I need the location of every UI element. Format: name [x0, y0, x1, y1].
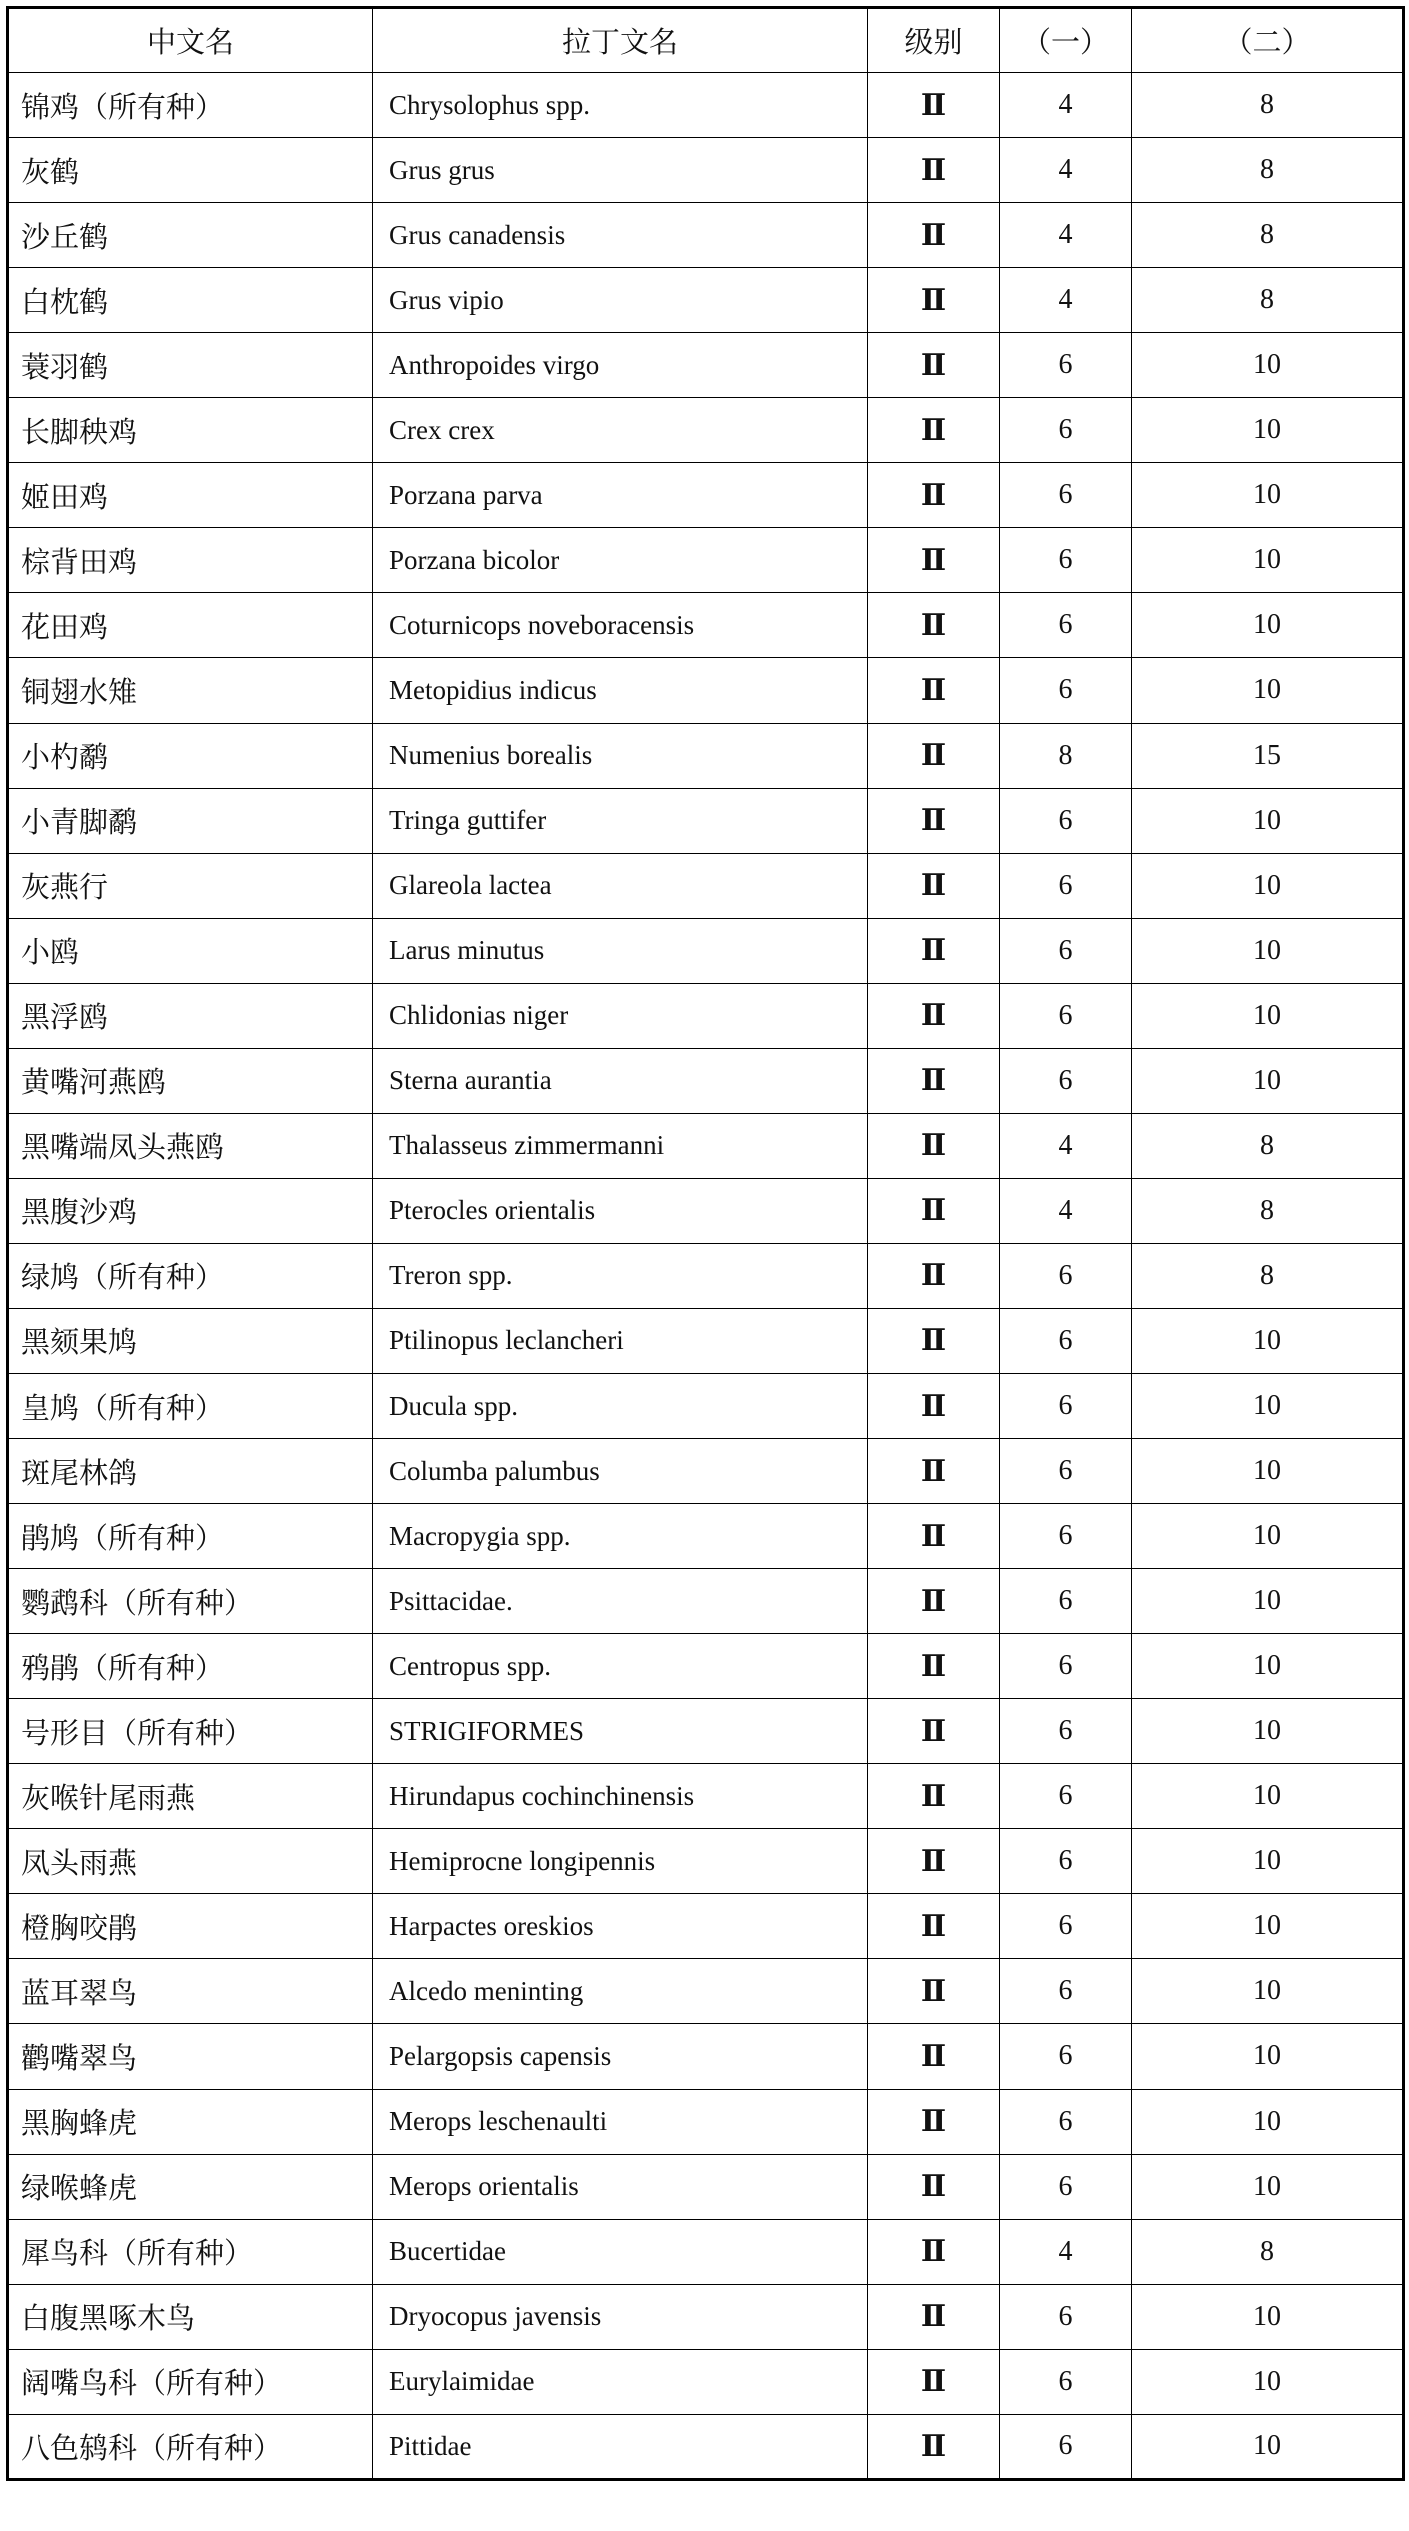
- chinese-name-cell: 灰燕行: [8, 853, 373, 918]
- chinese-name-cell: 号形目（所有种）: [8, 1699, 373, 1764]
- value2-cell: 10: [1132, 2284, 1404, 2349]
- level-cell: Ⅱ: [868, 593, 1000, 658]
- table-row: [8, 1373, 1404, 1438]
- value1-cell: 6: [1000, 1048, 1132, 1113]
- level-cell: Ⅱ: [868, 398, 1000, 463]
- level-cell: Ⅱ: [868, 1764, 1000, 1829]
- value2-cell: 10: [1132, 2414, 1404, 2479]
- value2-cell: 8: [1132, 1113, 1404, 1178]
- chinese-name-cell: 灰喉针尾雨燕: [8, 1764, 373, 1829]
- latin-name-cell: Alcedo meninting: [373, 1959, 868, 2024]
- level-cell: Ⅱ: [868, 1569, 1000, 1634]
- level-cell: Ⅱ: [868, 658, 1000, 723]
- chinese-name-cell: 白腹黑啄木鸟: [8, 2284, 373, 2349]
- table-row: [8, 2284, 1404, 2349]
- latin-name-cell: Chrysolophus spp.: [373, 73, 868, 138]
- value2-cell: 10: [1132, 463, 1404, 528]
- table-row: [8, 593, 1404, 658]
- latin-name-cell: Hemiprocne longipennis: [373, 1829, 868, 1894]
- level-cell: Ⅱ: [868, 1699, 1000, 1764]
- table-row: [8, 2024, 1404, 2089]
- value2-cell: 8: [1132, 73, 1404, 138]
- table-row: [8, 528, 1404, 593]
- latin-name-cell: Bucertidae: [373, 2219, 868, 2284]
- level-cell: Ⅱ: [868, 463, 1000, 528]
- chinese-name-cell: 黑浮鸥: [8, 983, 373, 1048]
- level-cell: Ⅱ: [868, 1634, 1000, 1699]
- level-cell: Ⅱ: [868, 73, 1000, 138]
- table-row: [8, 138, 1404, 203]
- value1-cell: 6: [1000, 2414, 1132, 2479]
- level-cell: Ⅱ: [868, 983, 1000, 1048]
- value1-cell: 6: [1000, 1243, 1132, 1308]
- value2-cell: 10: [1132, 593, 1404, 658]
- latin-name-cell: Porzana parva: [373, 463, 868, 528]
- chinese-name-cell: 花田鸡: [8, 593, 373, 658]
- latin-name-cell: Ducula spp.: [373, 1373, 868, 1438]
- level-cell: Ⅱ: [868, 1829, 1000, 1894]
- latin-name-cell: Chlidonias niger: [373, 983, 868, 1048]
- table-row: [8, 2219, 1404, 2284]
- table-row: [8, 333, 1404, 398]
- value1-cell: 6: [1000, 2024, 1132, 2089]
- latin-name-cell: Glareola lactea: [373, 853, 868, 918]
- level-cell: Ⅱ: [868, 853, 1000, 918]
- chinese-name-cell: 橙胸咬鹃: [8, 1894, 373, 1959]
- latin-name-cell: Grus grus: [373, 138, 868, 203]
- value2-cell: 10: [1132, 2154, 1404, 2219]
- value1-cell: 6: [1000, 2349, 1132, 2414]
- value1-cell: 6: [1000, 1439, 1132, 1504]
- level-cell: Ⅱ: [868, 203, 1000, 268]
- value2-cell: 8: [1132, 2219, 1404, 2284]
- latin-name-cell: Merops leschenaulti: [373, 2089, 868, 2154]
- chinese-name-cell: 沙丘鹤: [8, 203, 373, 268]
- latin-name-cell: Dryocopus javensis: [373, 2284, 868, 2349]
- level-cell: Ⅱ: [868, 723, 1000, 788]
- table-row: [8, 1048, 1404, 1113]
- value1-cell: 6: [1000, 788, 1132, 853]
- table-row: [8, 1308, 1404, 1373]
- table-row: [8, 1113, 1404, 1178]
- table-row: [8, 463, 1404, 528]
- level-cell: Ⅱ: [868, 2219, 1000, 2284]
- value1-cell: 4: [1000, 2219, 1132, 2284]
- value1-cell: 6: [1000, 1504, 1132, 1569]
- chinese-name-cell: 鹃鸠（所有种）: [8, 1504, 373, 1569]
- value1-cell: 6: [1000, 1308, 1132, 1373]
- value1-cell: 6: [1000, 1959, 1132, 2024]
- value2-cell: 10: [1132, 1829, 1404, 1894]
- value1-cell: 6: [1000, 2154, 1132, 2219]
- value1-cell: 6: [1000, 463, 1132, 528]
- value1-cell: 6: [1000, 1569, 1132, 1634]
- header-col1: （一）: [1000, 8, 1132, 73]
- chinese-name-cell: 小青脚鹬: [8, 788, 373, 853]
- chinese-name-cell: 蓑羽鹤: [8, 333, 373, 398]
- value2-cell: 10: [1132, 2089, 1404, 2154]
- level-cell: Ⅱ: [868, 918, 1000, 983]
- chinese-name-cell: 棕背田鸡: [8, 528, 373, 593]
- level-cell: Ⅱ: [868, 1243, 1000, 1308]
- value1-cell: 6: [1000, 1894, 1132, 1959]
- table-row: [8, 1699, 1404, 1764]
- value1-cell: 6: [1000, 593, 1132, 658]
- table-row: [8, 2414, 1404, 2479]
- value2-cell: 10: [1132, 1699, 1404, 1764]
- value1-cell: 6: [1000, 853, 1132, 918]
- latin-name-cell: Eurylaimidae: [373, 2349, 868, 2414]
- level-cell: Ⅱ: [868, 788, 1000, 853]
- level-cell: Ⅱ: [868, 1178, 1000, 1243]
- value2-cell: 8: [1132, 268, 1404, 333]
- species-table: [6, 6, 1405, 2481]
- value2-cell: 8: [1132, 1178, 1404, 1243]
- table-row: [8, 723, 1404, 788]
- chinese-name-cell: 小杓鹬: [8, 723, 373, 788]
- level-cell: Ⅱ: [868, 333, 1000, 398]
- value2-cell: 10: [1132, 2024, 1404, 2089]
- level-cell: Ⅱ: [868, 1048, 1000, 1113]
- level-cell: Ⅱ: [868, 138, 1000, 203]
- level-cell: Ⅱ: [868, 2414, 1000, 2479]
- chinese-name-cell: 灰鹤: [8, 138, 373, 203]
- latin-name-cell: Thalasseus zimmermanni: [373, 1113, 868, 1178]
- value2-cell: 10: [1132, 1504, 1404, 1569]
- value1-cell: 6: [1000, 2089, 1132, 2154]
- value1-cell: 4: [1000, 138, 1132, 203]
- value2-cell: 10: [1132, 333, 1404, 398]
- value2-cell: 8: [1132, 1243, 1404, 1308]
- header-latin-name: 拉丁文名: [373, 8, 868, 73]
- value1-cell: 6: [1000, 2284, 1132, 2349]
- latin-name-cell: Harpactes oreskios: [373, 1894, 868, 1959]
- value2-cell: 15: [1132, 723, 1404, 788]
- value2-cell: 10: [1132, 2349, 1404, 2414]
- header-chinese-name: 中文名: [8, 8, 373, 73]
- latin-name-cell: Grus canadensis: [373, 203, 868, 268]
- value2-cell: 8: [1132, 138, 1404, 203]
- latin-name-cell: Larus minutus: [373, 918, 868, 983]
- latin-name-cell: Tringa guttifer: [373, 788, 868, 853]
- table-row: [8, 1569, 1404, 1634]
- latin-name-cell: STRIGIFORMES: [373, 1699, 868, 1764]
- table-row: [8, 268, 1404, 333]
- value2-cell: 10: [1132, 1634, 1404, 1699]
- header-row: [8, 8, 1404, 73]
- level-cell: Ⅱ: [868, 1373, 1000, 1438]
- table-row: [8, 398, 1404, 463]
- latin-name-cell: Pelargopsis capensis: [373, 2024, 868, 2089]
- chinese-name-cell: 黑嘴端凤头燕鸥: [8, 1113, 373, 1178]
- chinese-name-cell: 八色鸫科（所有种）: [8, 2414, 373, 2479]
- latin-name-cell: Crex crex: [373, 398, 868, 463]
- level-cell: Ⅱ: [868, 1504, 1000, 1569]
- latin-name-cell: Anthropoides virgo: [373, 333, 868, 398]
- value1-cell: 6: [1000, 918, 1132, 983]
- table-row: [8, 1504, 1404, 1569]
- value2-cell: 10: [1132, 1894, 1404, 1959]
- table-body: [8, 73, 1404, 2480]
- chinese-name-cell: 凤头雨燕: [8, 1829, 373, 1894]
- value2-cell: 10: [1132, 853, 1404, 918]
- value2-cell: 10: [1132, 658, 1404, 723]
- table-row: [8, 203, 1404, 268]
- chinese-name-cell: 斑尾林鸽: [8, 1439, 373, 1504]
- header-level: 级别: [868, 8, 1000, 73]
- value2-cell: 10: [1132, 1569, 1404, 1634]
- latin-name-cell: Merops orientalis: [373, 2154, 868, 2219]
- table-row: [8, 1439, 1404, 1504]
- level-cell: Ⅱ: [868, 1113, 1000, 1178]
- value1-cell: 6: [1000, 1634, 1132, 1699]
- chinese-name-cell: 蓝耳翠鸟: [8, 1959, 373, 2024]
- value1-cell: 4: [1000, 268, 1132, 333]
- chinese-name-cell: 黑胸蜂虎: [8, 2089, 373, 2154]
- level-cell: Ⅱ: [868, 2024, 1000, 2089]
- value1-cell: 6: [1000, 1699, 1132, 1764]
- value1-cell: 4: [1000, 203, 1132, 268]
- latin-name-cell: Psittacidae.: [373, 1569, 868, 1634]
- chinese-name-cell: 黑腹沙鸡: [8, 1178, 373, 1243]
- value2-cell: 10: [1132, 1959, 1404, 2024]
- value2-cell: 10: [1132, 1439, 1404, 1504]
- value2-cell: 10: [1132, 528, 1404, 593]
- value2-cell: 10: [1132, 1048, 1404, 1113]
- chinese-name-cell: 绿鸠（所有种）: [8, 1243, 373, 1308]
- table-row: [8, 853, 1404, 918]
- chinese-name-cell: 小鸥: [8, 918, 373, 983]
- chinese-name-cell: 黑颏果鸠: [8, 1308, 373, 1373]
- latin-name-cell: Ptilinopus leclancheri: [373, 1308, 868, 1373]
- value1-cell: 4: [1000, 73, 1132, 138]
- level-cell: Ⅱ: [868, 1439, 1000, 1504]
- chinese-name-cell: 阔嘴鸟科（所有种）: [8, 2349, 373, 2414]
- table-row: [8, 983, 1404, 1048]
- latin-name-cell: Centropus spp.: [373, 1634, 868, 1699]
- chinese-name-cell: 白枕鹤: [8, 268, 373, 333]
- latin-name-cell: Columba palumbus: [373, 1439, 868, 1504]
- value1-cell: 6: [1000, 983, 1132, 1048]
- table-row: [8, 2089, 1404, 2154]
- value1-cell: 4: [1000, 1178, 1132, 1243]
- value2-cell: 10: [1132, 983, 1404, 1048]
- table-row: [8, 1894, 1404, 1959]
- value1-cell: 6: [1000, 1373, 1132, 1438]
- chinese-name-cell: 犀鸟科（所有种）: [8, 2219, 373, 2284]
- value1-cell: 6: [1000, 1764, 1132, 1829]
- value2-cell: 10: [1132, 788, 1404, 853]
- latin-name-cell: Metopidius indicus: [373, 658, 868, 723]
- value1-cell: 6: [1000, 528, 1132, 593]
- level-cell: Ⅱ: [868, 1959, 1000, 2024]
- table-row: [8, 1764, 1404, 1829]
- table-row: [8, 788, 1404, 853]
- latin-name-cell: Grus vipio: [373, 268, 868, 333]
- value1-cell: 6: [1000, 1829, 1132, 1894]
- table-row: [8, 1178, 1404, 1243]
- chinese-name-cell: 锦鸡（所有种）: [8, 73, 373, 138]
- level-cell: Ⅱ: [868, 2154, 1000, 2219]
- level-cell: Ⅱ: [868, 2349, 1000, 2414]
- document-page: [6, 6, 1402, 2481]
- level-cell: Ⅱ: [868, 268, 1000, 333]
- chinese-name-cell: 长脚秧鸡: [8, 398, 373, 463]
- value2-cell: 8: [1132, 203, 1404, 268]
- value2-cell: 10: [1132, 918, 1404, 983]
- chinese-name-cell: 鸦鹃（所有种）: [8, 1634, 373, 1699]
- table-row: [8, 2154, 1404, 2219]
- table-row: [8, 73, 1404, 138]
- latin-name-cell: Hirundapus cochinchinensis: [373, 1764, 868, 1829]
- table-row: [8, 1634, 1404, 1699]
- latin-name-cell: Coturnicops noveboracensis: [373, 593, 868, 658]
- value2-cell: 10: [1132, 1308, 1404, 1373]
- table-row: [8, 918, 1404, 983]
- table-row: [8, 2349, 1404, 2414]
- chinese-name-cell: 黄嘴河燕鸥: [8, 1048, 373, 1113]
- value1-cell: 6: [1000, 333, 1132, 398]
- chinese-name-cell: 鹳嘴翠鸟: [8, 2024, 373, 2089]
- table-row: [8, 1959, 1404, 2024]
- latin-name-cell: Sterna aurantia: [373, 1048, 868, 1113]
- latin-name-cell: Pittidae: [373, 2414, 868, 2479]
- latin-name-cell: Porzana bicolor: [373, 528, 868, 593]
- latin-name-cell: Macropygia spp.: [373, 1504, 868, 1569]
- value1-cell: 4: [1000, 1113, 1132, 1178]
- chinese-name-cell: 绿喉蜂虎: [8, 2154, 373, 2219]
- value1-cell: 6: [1000, 398, 1132, 463]
- chinese-name-cell: 铜翅水雉: [8, 658, 373, 723]
- level-cell: Ⅱ: [868, 1308, 1000, 1373]
- value2-cell: 10: [1132, 398, 1404, 463]
- latin-name-cell: Numenius borealis: [373, 723, 868, 788]
- table-row: [8, 1829, 1404, 1894]
- latin-name-cell: Treron spp.: [373, 1243, 868, 1308]
- value1-cell: 8: [1000, 723, 1132, 788]
- header-col2: （二）: [1132, 8, 1404, 73]
- chinese-name-cell: 皇鸠（所有种）: [8, 1373, 373, 1438]
- level-cell: Ⅱ: [868, 1894, 1000, 1959]
- latin-name-cell: Pterocles orientalis: [373, 1178, 868, 1243]
- level-cell: Ⅱ: [868, 528, 1000, 593]
- value1-cell: 6: [1000, 658, 1132, 723]
- level-cell: Ⅱ: [868, 2284, 1000, 2349]
- value2-cell: 10: [1132, 1764, 1404, 1829]
- chinese-name-cell: 鹦鹉科（所有种）: [8, 1569, 373, 1634]
- table-row: [8, 1243, 1404, 1308]
- table-row: [8, 658, 1404, 723]
- value2-cell: 10: [1132, 1373, 1404, 1438]
- chinese-name-cell: 姬田鸡: [8, 463, 373, 528]
- level-cell: Ⅱ: [868, 2089, 1000, 2154]
